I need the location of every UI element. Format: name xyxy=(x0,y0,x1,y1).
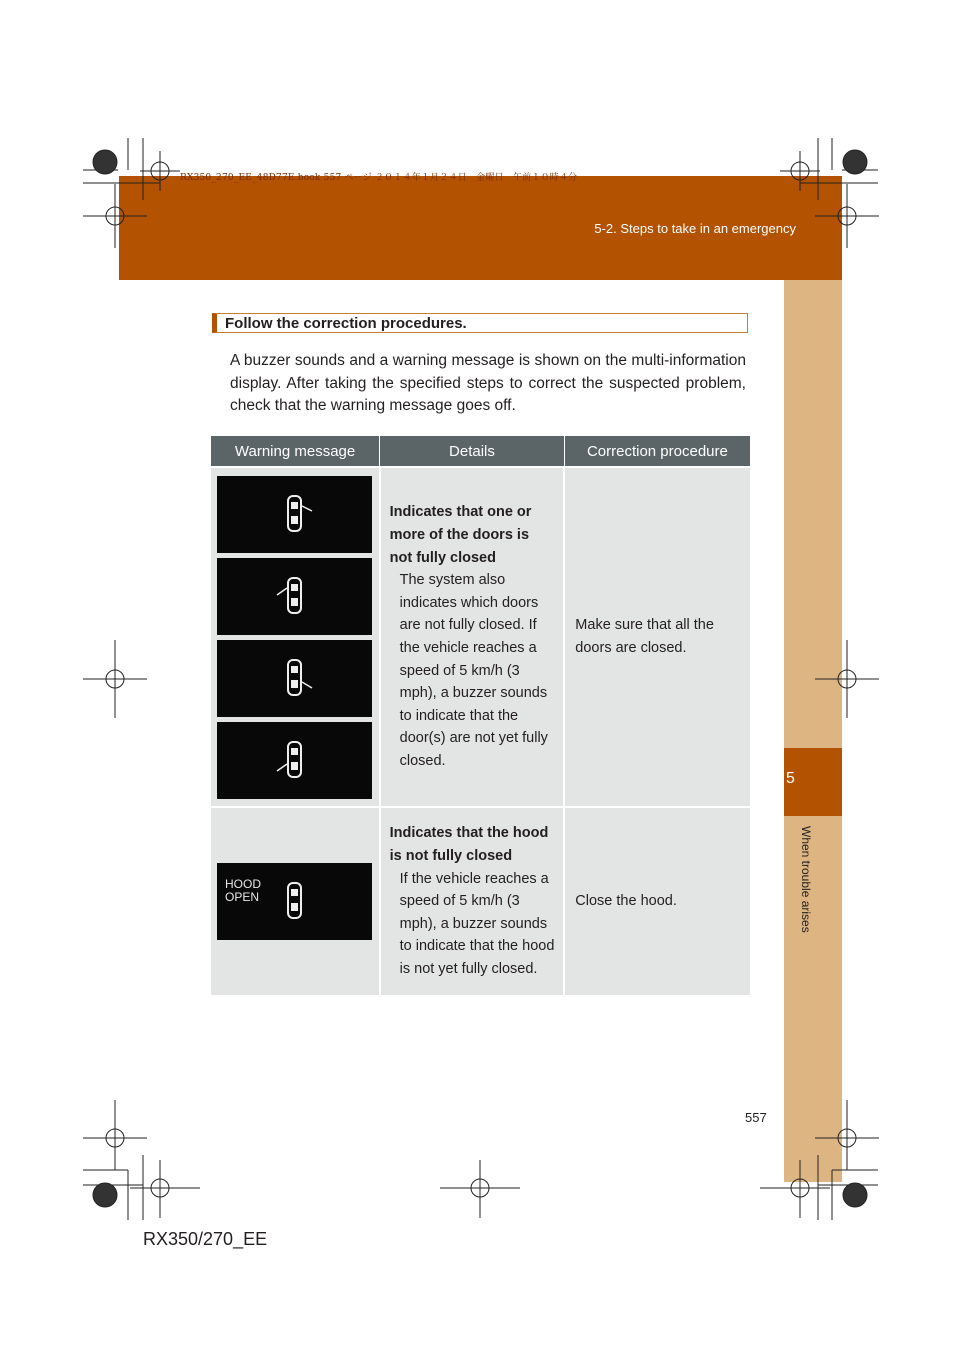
hood-open-text: HOOD OPEN xyxy=(225,877,261,904)
correction-cell: Close the hood. xyxy=(564,807,750,995)
header-correction-procedure: Correction procedure xyxy=(564,436,750,467)
details-lead: Indicates that one or more of the doors is not fully closed xyxy=(389,504,532,566)
details-sub: The system also indicates which doors are not fully closed. If the vehicle reaches a speed of 5 km/h (3 mph), a buzzer sounds to indicate that the door(s) are not yet fully closed. xyxy=(399,572,548,769)
print-meta-text: RX350_270_EE_48D77E.book 557 ページ ２０１４年１月２４日 金曜日 午前１０時４分 xyxy=(180,173,578,183)
details-lead: Indicates that the hood is not fully closed xyxy=(389,825,549,865)
section-heading: Follow the correction procedures. xyxy=(225,315,467,332)
intro-paragraph: A buzzer sounds and a warning message is shown on the multi-information display. After taking the specified steps to correct the suspected problem, check that the warning message goes off. xyxy=(230,352,746,414)
chapter-number: 5 xyxy=(786,770,795,787)
section-title: 5-2. Steps to take in an emergency xyxy=(594,221,796,236)
page-number: 557 xyxy=(745,1110,767,1125)
header-warning-message: Warning message xyxy=(211,436,380,467)
correction-cell: Make sure that all the doors are closed. xyxy=(564,467,750,807)
details-sub: If the vehicle reaches a speed of 5 km/h (3 mph), a buzzer sounds to indicate that the hood is not yet fully closed. xyxy=(399,870,555,977)
footer-model-code: RX350/270_EE xyxy=(143,1229,268,1249)
chapter-label: When trouble arises xyxy=(799,826,813,933)
registration-rosette-icon xyxy=(93,150,867,1207)
header-details: Details xyxy=(380,436,565,467)
